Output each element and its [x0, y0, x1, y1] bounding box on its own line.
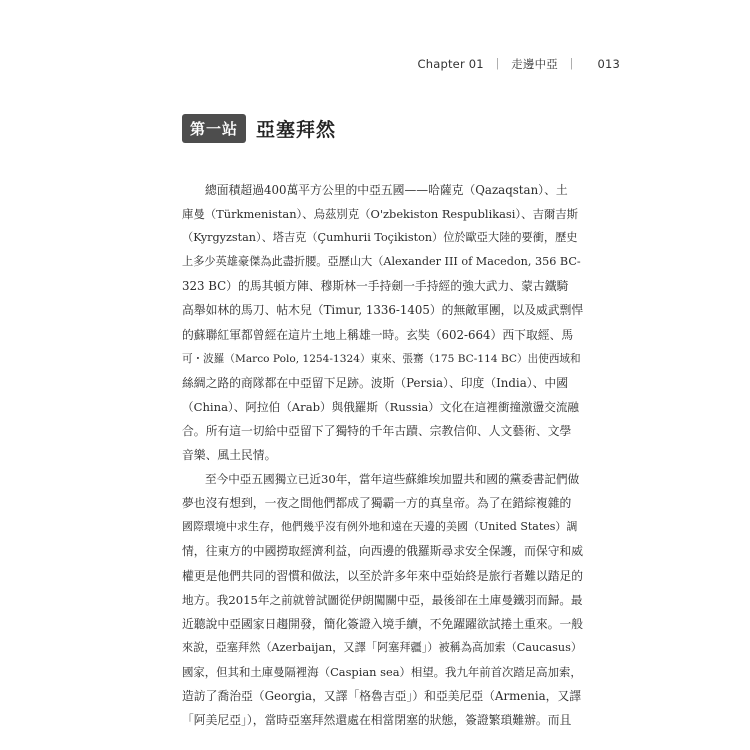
text-line: 音樂、風土民情。 [182, 448, 277, 463]
text-line: 來說，亞塞拜然（Azerbaijan，又譯「阿塞拜疆」）被稱為高加索（Caucasus） [182, 640, 583, 654]
text-line: 高舉如林的馬刀、帖木兒（Timur, 1336-1405）的無敵軍團，以及威武剽悍 [182, 303, 584, 318]
text-line: 絲綢之路的商隊都在中亞留下足跡。波斯（Persia）、印度（India）、中國 [182, 375, 569, 390]
page-number: 013 [597, 57, 620, 71]
text-line: 可・波羅（Marco Polo, 1254-1324）東來、張騫（175 BC-114 BC）出使西域和 [182, 352, 581, 365]
text-line: 的蘇聯紅軍都曾經在這片土地上稱雄一時。玄奘（602-664）西下取經、馬 [182, 327, 574, 342]
text-line: 夢也沒有想到，一夜之間他們都成了獨霸一方的真皇帝。為了在錯綜複雜的 [182, 496, 572, 511]
paragraph [182, 178, 582, 467]
text-line: 合。所有這一切給中亞留下了獨特的千年古蹟、宗教信仰、人文藝術、文學 [182, 423, 572, 438]
paragraph [182, 467, 582, 732]
text-line: 總面積超過400萬平方公里的中亞五國——哈薩克（Qazaqstan）、土 [205, 183, 568, 197]
text-line: 至今中亞五國獨立已近30年，當年這些蘇維埃加盟共和國的黨委書記們做 [205, 472, 580, 487]
body-text [182, 178, 582, 732]
running-header [418, 56, 621, 72]
text-line: （China）、阿拉伯（Arab）與俄羅斯（Russia）文化在這裡衝撞激盪交流融 [182, 399, 580, 414]
section-heading [182, 114, 336, 143]
section-badge: 第一站 [182, 114, 246, 143]
text-line: 庫曼（Türkmenistan）、烏茲別克（O'zbekiston Respublikasi）、吉爾吉斯 [182, 207, 579, 222]
text-line: 地方。我2015年之前就曾試圖從伊朗闖關中亞，最後卻在土庫曼鐵羽而歸。最 [182, 592, 583, 607]
header-separator: ｜ [565, 57, 578, 71]
text-line: 「阿美尼亞」），當時亞塞拜然還處在相當閉塞的狀態，簽證繁瑣難辦。而且 [182, 713, 572, 728]
text-line: 國際環境中求生存，他們幾乎沒有例外地和遠在天邊的美國（United States）調 [182, 520, 578, 534]
text-line: 近聽說中亞國家日趨開發，簡化簽證入境手續，不免躍躍欲試捲土重來。一般 [182, 616, 584, 631]
chapter-label: Chapter 01 [417, 57, 484, 71]
text-line: 情，往東方的中國撈取經濟利益，向西邊的俄羅斯尋求安全保護，而保守和威 [182, 544, 584, 559]
section-title: 亞塞拜然 [256, 119, 337, 141]
chapter-title: 走邊中亞 [511, 57, 559, 71]
text-line: （Kyrgyzstan）、塔吉克（Çumhurii Toçikiston）位於歐亞大陸的要衝，歷史 [182, 231, 578, 245]
text-line: 國家，但其和土庫曼隔裡海（Caspian sea）相望。我九年前首次踏足高加索， [182, 664, 582, 679]
text-line: 上多少英雄豪傑為此盡折腰。亞歷山大（Alexander III of Macedon, 356 BC- [182, 255, 581, 269]
text-line: 造訪了喬治亞（Georgia，又譯「格魯吉亞」）和亞美尼亞（Armenia，又譯 [182, 688, 582, 703]
text-line: 權更是他們共同的習慣和做法，以至於許多年來中亞始終是旅行者難以踏足的 [182, 568, 584, 583]
text-line: 323 BC）的馬其頓方陣、穆斯林一手持劍一手持經的強大武力、蒙古鐵騎 [182, 279, 569, 294]
header-separator: ｜ [491, 57, 504, 71]
